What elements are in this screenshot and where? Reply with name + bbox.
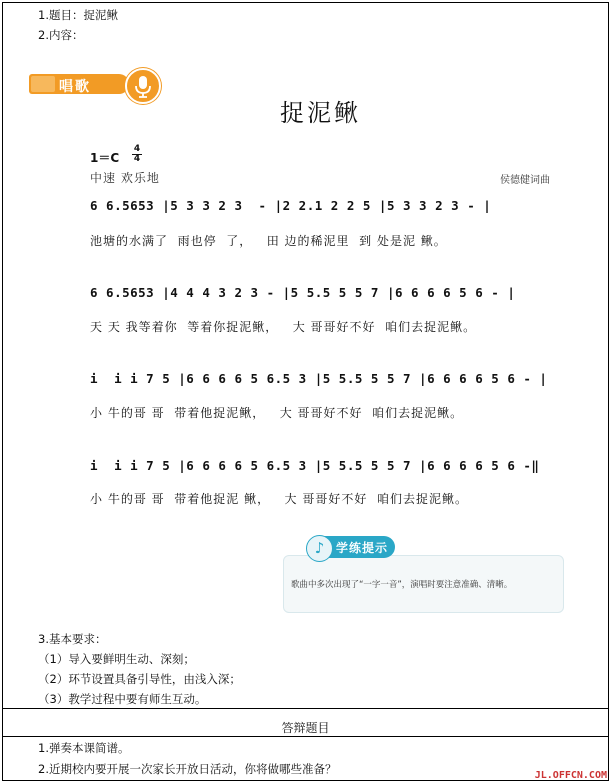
lyrics-row-4: 小 牛的哥 哥 带着他捉泥 鳅， 大 哥哥好不好 咱们去捉泥鳅。: [90, 492, 468, 506]
site-watermark: JL.OFFCN.COM: [534, 770, 607, 781]
badge-label: 唱歌: [59, 79, 91, 95]
lyrics-row-2: 天 天 我等着你 等着你捉泥鳅， 大 哥哥好不好 咱们去捉泥鳅。: [90, 320, 477, 334]
notation-row-4: i i i 7 5 |6 6 6 6 5 6.5 3 |5 5.5 5 5 7 |6 6 6 6 5 6 -‖: [90, 458, 540, 473]
meter-top: 4: [133, 144, 141, 154]
divider-bottom: [2, 736, 609, 737]
tip-text: 歌曲中多次出现了“一字一音”，演唱时要注意准确、清晰。: [291, 580, 513, 590]
meter-bottom: 4: [133, 154, 141, 164]
defense-question: 2.近期校内要开展一次家长开放日活动，你将做哪些准备？: [38, 762, 337, 776]
requirement-item: （3）教学过程中要有师生互动。: [38, 692, 207, 706]
defense-question: 1.弹奏本课简谱。: [38, 741, 130, 755]
key-signature: 1＝C: [90, 151, 120, 165]
requirement-item: （2）环节设置具备引导性，由浅入深；: [38, 672, 241, 686]
song-title: 捉泥鳅: [280, 99, 361, 127]
lyrics-row-3: 小 牛的哥 哥 带着他捉泥鳅， 大 哥哥好不好 咱们去捉泥鳅。: [90, 406, 464, 420]
divider-top: [2, 708, 609, 709]
content-label: 2.内容：: [38, 28, 84, 42]
notation-row-1: 6 6.5653 |5 3 3 2 3 - |2 2.1 2 2 5 |5 3 3 2 3 - |: [90, 198, 492, 213]
defense-heading: 答辩题目: [281, 721, 330, 735]
requirement-item: （1）导入要鲜明生动、深刻；: [38, 652, 195, 666]
notation-row-2: 6 6.5653 |4 4 4 3 2 3 - |5 5.5 5 5 7 |6 6 6 6 5 6 - |: [90, 285, 516, 300]
requirements-heading: 3.基本要求：: [38, 632, 107, 646]
sing-badge: [29, 68, 147, 102]
music-note-icon: ♪: [306, 535, 333, 562]
composer-credit: 侯德健词曲: [500, 175, 550, 186]
tip-label: 学练提示: [336, 541, 389, 555]
question-title: 1.题目：捉泥鳅: [38, 8, 118, 22]
time-signature: [131, 145, 143, 164]
lyrics-row-1: 池塘的水满了 雨也停 了， 田 边的稀泥里 到 处是泥 鳅。: [90, 234, 447, 248]
badge-square: [31, 76, 55, 92]
tempo-marking: 中速 欢乐地: [90, 171, 160, 185]
microphone-icon: [125, 68, 161, 104]
notation-row-3: i i i 7 5 |6 6 6 6 5 6.5 3 |5 5.5 5 5 7 |6 6 6 6 5 6 - |: [90, 371, 548, 386]
